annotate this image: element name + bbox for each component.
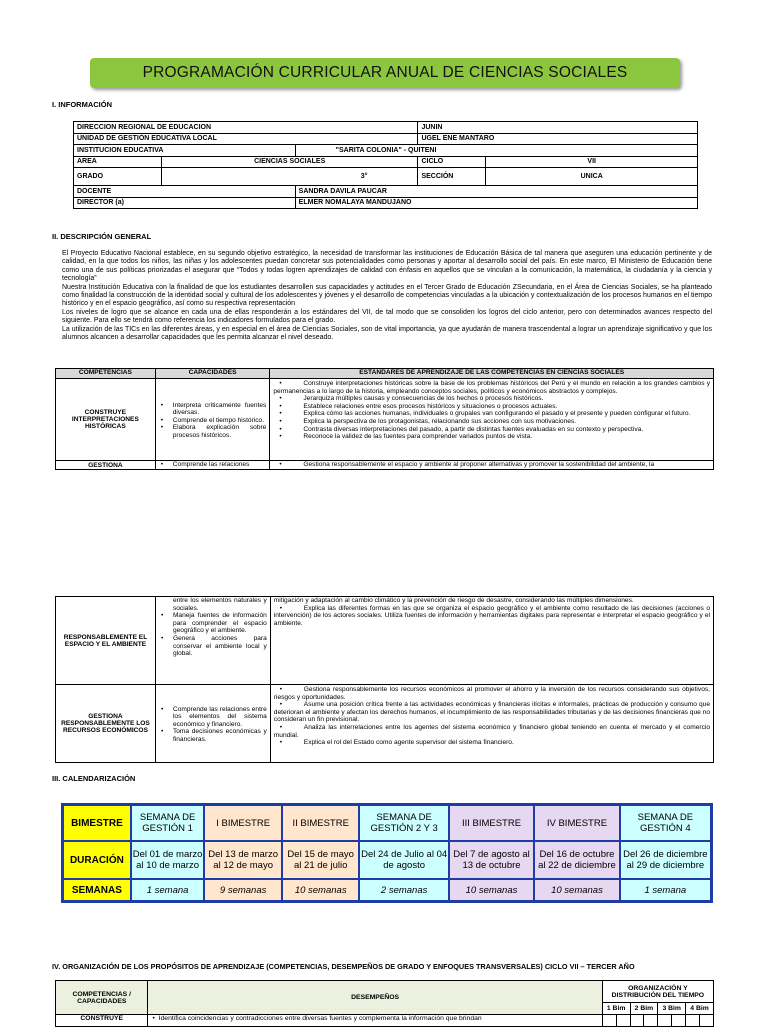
list-item: • Comprende las relaciones	[159, 461, 267, 469]
table-cell: IV BIMESTRE	[534, 805, 619, 841]
list-item: • Jerarquiza múltiples causas y consecuencias de los hechos o procesos históricos.	[273, 395, 710, 403]
table-cell	[658, 1015, 672, 1027]
table-cell: 1 semana	[131, 879, 205, 901]
row-label: DURACIÓN	[63, 841, 131, 879]
info-value: SANDRA DAVILA PAUCAR	[295, 186, 697, 198]
table-cell: Del 01 de marzo al 10 de marzo	[131, 841, 205, 879]
table-cell: II BIMESTRE	[282, 805, 360, 841]
info-value: UGEL ENE MANTARO	[418, 133, 698, 145]
table-row	[56, 379, 714, 461]
table-cell: 1 semana	[620, 879, 711, 901]
description-text	[62, 250, 712, 342]
table-cell	[616, 1015, 630, 1027]
table-cell	[602, 1015, 616, 1027]
list-item: • Analiza las interrelaciones entre los agentes del sistema económico y financiero global teniendo en cuenta el mercado y el comercio mundial.	[274, 724, 710, 739]
table-cell: Del 15 de mayo al 21 de julio	[282, 841, 360, 879]
calendar-row-duracion	[63, 841, 711, 879]
table-cell: 2 semanas	[359, 879, 448, 901]
column-header: 2 Bim	[630, 1003, 658, 1015]
organizacion-table	[55, 980, 714, 1027]
competencia-name: RESPONSABLEMENTE EL ESPACIO Y EL AMBIENTE	[56, 597, 156, 685]
list-item: • Explica el rol del Estado como agente supervisor del sistema financiero.	[274, 739, 710, 747]
column-header: 4 Bim	[686, 1003, 714, 1015]
table-cell: SEMANA DE GESTIÓN 4	[620, 805, 711, 841]
table-cell: Del 13 de marzo al 12 de mayo	[204, 841, 282, 879]
list-item: • Toma decisiones económicas y financieras.	[159, 728, 267, 743]
table-row	[56, 461, 714, 470]
section-heading-informacion: I. INFORMACIÓN	[52, 100, 112, 109]
estandares-cell	[270, 379, 714, 461]
column-header: 3 Bim	[658, 1003, 686, 1015]
description-paragraph: Los niveles de logro que se alcance en cada una de ellas responderán a los estándares del VII, de tal modo que se consoliden los logros del ciclo anterior, pero con determinados avances respecto del siguiente. Para ello se tendrá como referencia los indicadores formulados para el grado.	[62, 308, 712, 325]
estandares-cell	[270, 461, 714, 470]
info-row-ie	[74, 145, 698, 157]
table-row	[56, 597, 714, 685]
column-header: COMPETENCIAS	[56, 369, 156, 379]
competencia-name: CONSTRUYE INTERPRETACIONES HISTÓRICAS	[56, 379, 156, 461]
info-label: GRADO	[74, 168, 162, 186]
info-label: AREA	[74, 156, 162, 168]
list-item: • Comprende las relaciones entre los elementos del sistema económico y financiero.	[159, 706, 267, 729]
info-value: CIENCIAS SOCIALES	[161, 156, 418, 168]
list-item: • Explica las diferentes formas en las que se organiza el espacio geográfico y el ambiente como resultado de las decisiones (acciones o intervención) de los actores sociales. Utiliza fuentes de información y herramientas digitales para representar e interpretar el espacio geográfico y el ambiente.	[274, 605, 710, 628]
table-cell	[644, 1015, 658, 1027]
info-table	[73, 121, 698, 209]
desempeno-cell: • Identifica coincidencias y contradicciones entre diversas fuentes y complementa la información que brindan	[148, 1015, 602, 1027]
table-row	[56, 1015, 714, 1027]
section-heading-calendarizacion: III. CALENDARIZACIÓN	[52, 774, 136, 783]
desempeno-text: Identifica coincidencias y contradicciones entre diversas fuentes y complementa la información que brindan	[158, 1015, 482, 1022]
list-item: • Construye interpretaciones históricas sobre la base de los problemas históricos del Perú y el mundo en relación a los grandes cambios y permanencias a lo largo de la historia, empleando conceptos sociales, políticos y económicos abstractos y complejos.	[273, 380, 710, 395]
list-item: • Maneja fuentes de información para comprender el espacio geográfico y el ambiente.	[159, 612, 267, 635]
estandares-cell	[270, 597, 713, 685]
table-cell: Del 16 de octubre al 22 de diciembre	[534, 841, 619, 879]
page-title: PROGRAMACIÓN CURRICULAR ANUAL DE CIENCIAS SOCIALES	[90, 58, 680, 88]
info-value: 3°	[161, 168, 418, 186]
estandar-continued: mitigación y adaptación al cambio climático y la prevención de riesgo de desastre, considerando las múltiples dimensiones.	[273, 597, 634, 604]
list-item: • Genera acciones para conservar el ambiente local y global.	[159, 635, 267, 658]
table-cell: Del 26 de diciembre al 29 de diciembre	[620, 841, 711, 879]
info-row-area	[74, 156, 698, 168]
info-value: VII	[486, 156, 698, 168]
table-cell: Del 7 de agosto al 13 de octubre	[449, 841, 534, 879]
calendar-table	[61, 803, 713, 903]
capacidad-continued: entre los elementos naturales y sociales.	[172, 597, 267, 612]
table-cell: SEMANA DE GESTIÓN 2 Y 3	[359, 805, 448, 841]
competencias-table	[55, 368, 714, 470]
info-label: DOCENTE	[74, 186, 296, 198]
info-row-director	[74, 197, 698, 209]
info-label: INSTITUCION EDUCATIVA	[74, 145, 296, 157]
column-header: DESEMPEÑOS	[148, 981, 602, 1015]
info-value: "SARITA COLONIA" - QUITENI	[295, 145, 697, 157]
description-paragraph: Nuestra Institución Educativa con la finalidad de que los estudiantes desarrollen sus capacidades y actitudes en el Tercer Grado de Educación ZSecundaria, en el Área de Ciencias Sociales, se ha planteado como finalidad la construcción de la identidad social y cultural de los adolescentes y jóvenes y el desarrollo de competencias vinculadas a la ubicación y contextualización de los procesos humanos en el tiempo histórico y en el espacio geográfico, así como su respectiva representación	[62, 283, 712, 308]
table-cell: 10 semanas	[449, 879, 534, 901]
row-label: BIMESTRE	[63, 805, 131, 841]
row-label: SEMANAS	[63, 879, 131, 901]
info-row-dre	[74, 122, 698, 134]
column-header: COMPETENCIAS / CAPACIDADES	[56, 981, 148, 1015]
info-value: JUNIN	[418, 122, 698, 134]
list-item: • Reconoce la validez de las fuentes para comprender variados puntos de vista.	[273, 433, 710, 441]
table-cell: 10 semanas	[534, 879, 619, 901]
table-header-row	[56, 369, 714, 379]
info-row-ugel	[74, 133, 698, 145]
section-heading-organizacion: IV. ORGANIZACIÓN DE LOS PROPÓSITOS DE APRENDIZAJE (COMPETENCIAS, DESEMPEÑOS DE GRADO Y ENFOQUES TRANSVERSALES) CICLO VII – TERCER AÑO	[52, 962, 635, 971]
column-header: ESTANDARES DE APRENDIZAJE DE LAS COMPETENCIAS EN CIENCIAS SOCIALES	[270, 369, 714, 379]
table-cell	[672, 1015, 686, 1027]
list-item: • Explica cómo las acciones humanas, individuales o grupales van configurando el pasado y el presente y pueden configurar el futuro.	[273, 410, 710, 418]
calendar-row-semanas	[63, 879, 711, 901]
list-item: • Gestiona responsablemente los recursos económicos al promover el ahorro y la inversión de los recursos considerando sus objetivos, riesgos y oportunidades.	[274, 686, 710, 701]
info-row-docente	[74, 186, 698, 198]
info-label: UNIDAD DE GESTIÓN EDUCATIVA LOCAL	[74, 133, 418, 145]
table-cell: I BIMESTRE	[204, 805, 282, 841]
capacidades-cell	[155, 461, 270, 470]
table-cell: Del 24 de Julio al 04 de agosto	[359, 841, 448, 879]
estandares-cell	[270, 685, 713, 763]
competencia-name: GESTIONA RESPONSABLEMENTE LOS RECURSOS ECONÓMICOS	[56, 685, 156, 763]
table-cell	[630, 1015, 644, 1027]
table-cell	[686, 1015, 700, 1027]
list-item: • Establece relaciones entre esos procesos históricos y situaciones o procesos actuales.	[273, 403, 710, 411]
list-item: • Explica la perspectiva de los protagonistas, relacionando sus acciones con sus motivaciones.	[273, 418, 710, 426]
info-label: CICLO	[418, 156, 486, 168]
list-item: • Asume una posición crítica frente a las actividades económicas y financieras ilícitas e informales, prácticas de producción y consumo que deterioran el ambiente y afectan los derechos humanos, el incumplimiento de las responsabilidades tributarias y de las decisiones financieras que no consideran un fin previsional.	[274, 701, 710, 724]
competencias-table-continued	[55, 596, 714, 763]
calendar-row-bimestre	[63, 805, 711, 841]
info-row-grado	[74, 168, 698, 186]
info-value: ELMER NOMALAYA MANDUJANO	[295, 197, 697, 209]
column-header: 1 Bim	[602, 1003, 630, 1015]
column-header: ORGANIZACIÓN Y DISTRIBUCIÓN DEL TIEMPO	[602, 981, 713, 1003]
table-cell	[700, 1015, 714, 1027]
info-value: UNICA	[486, 168, 698, 186]
info-label: DIRECCION REGIONAL DE EDUCACION	[74, 122, 418, 134]
table-cell: 9 semanas	[204, 879, 282, 901]
table-cell: 10 semanas	[282, 879, 360, 901]
description-paragraph: La utilización de las TICs en las diferentes áreas, y en especial en el área de Ciencias Sociales, son de vital importancia, ya que ayudarán de manera trascendental a lograr un aprendizaje significativo y que los alumnos alcancen a desarrollar capacidades que les permita alcanzar el nivel deseado.	[62, 325, 712, 342]
competencia-name: CONSTRUYE	[56, 1015, 148, 1027]
list-item: • Elabora explicación sobre procesos históricos.	[159, 424, 267, 439]
competencia-name: GESTIONA	[56, 461, 156, 470]
table-cell: III BIMESTRE	[449, 805, 534, 841]
info-label: DIRECTOR (a)	[74, 197, 296, 209]
list-item: • Comprende el tiempo histórico.	[159, 417, 267, 425]
table-row	[56, 685, 714, 763]
list-item: • Contrasta diversas interpretaciones del pasado, a partir de distintas fuentes evaluadas en su contexto y perspectiva.	[273, 426, 710, 434]
column-header: CAPACIDADES	[155, 369, 270, 379]
table-header-row	[56, 981, 714, 1003]
description-paragraph: El Proyecto Educativo Nacional establece, en su segundo objetivo estratégico, la necesidad de transformar las instituciones de Educación Básica de tal manera que aseguren una educación pertinente y de calidad, en la que todos los niños, las niñas y los adolescentes puedan concretar sus potencialidades como personas y aportar al desarrollo social del país. En este marco, El Ministerio de Educación tiene como una de sus políticas priorizadas el asegurar que “Todos y todas logren aprendizajes de calidad con énfasis en aquellos que se vinculan a la comunicación, la matemática, la ciudadanía y la ciencia y tecnología”	[62, 250, 712, 283]
list-item: • Interpreta críticamente fuentes diversas.	[159, 402, 267, 417]
info-label: SECCIÓN	[418, 168, 486, 186]
section-heading-descripcion: II. DESCRIPCIÓN GENERAL	[52, 232, 152, 241]
list-item: • Gestiona responsablemente el espacio y ambiente al proponer alternativas y promover la sostenibilidad del ambiente, la	[273, 461, 710, 469]
table-cell: SEMANA DE GESTIÓN 1	[131, 805, 205, 841]
